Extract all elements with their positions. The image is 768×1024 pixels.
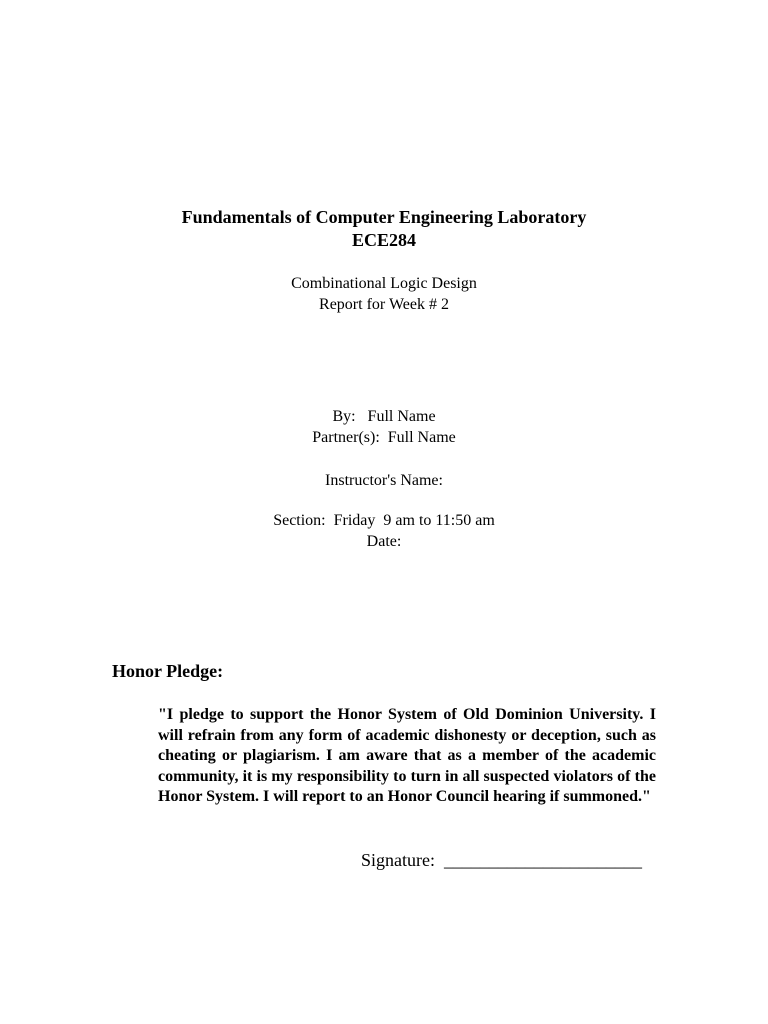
signature-line: Signature: ______________________: [361, 850, 642, 870]
course-title: Fundamentals of Computer Engineering Laboratory: [181, 207, 587, 227]
date-line: Date:: [366, 533, 402, 550]
author-line: By: Full Name: [332, 408, 436, 425]
report-topic: Combinational Logic Design: [291, 275, 477, 292]
section-line: Section: Friday 9 am to 11:50 am: [273, 512, 495, 529]
honor-pledge-heading: Honor Pledge:: [112, 661, 224, 681]
course-code: ECE284: [351, 230, 416, 250]
partners-line: Partner(s): Full Name: [312, 429, 456, 446]
report-week: Report for Week # 2: [319, 296, 449, 313]
instructor-line: Instructor's Name:: [325, 472, 443, 489]
honor-pledge-text: "I pledge to support the Honor System of Old Dominion University. I will refrain from any form of academic dishonesty or deception, such as cheating or plagiarism. I am aware that as a member of the academic community, it is my responsibility to turn in all suspected violators of the Honor System. I will report to an Honor Council hearing if summoned.": [158, 706, 656, 805]
